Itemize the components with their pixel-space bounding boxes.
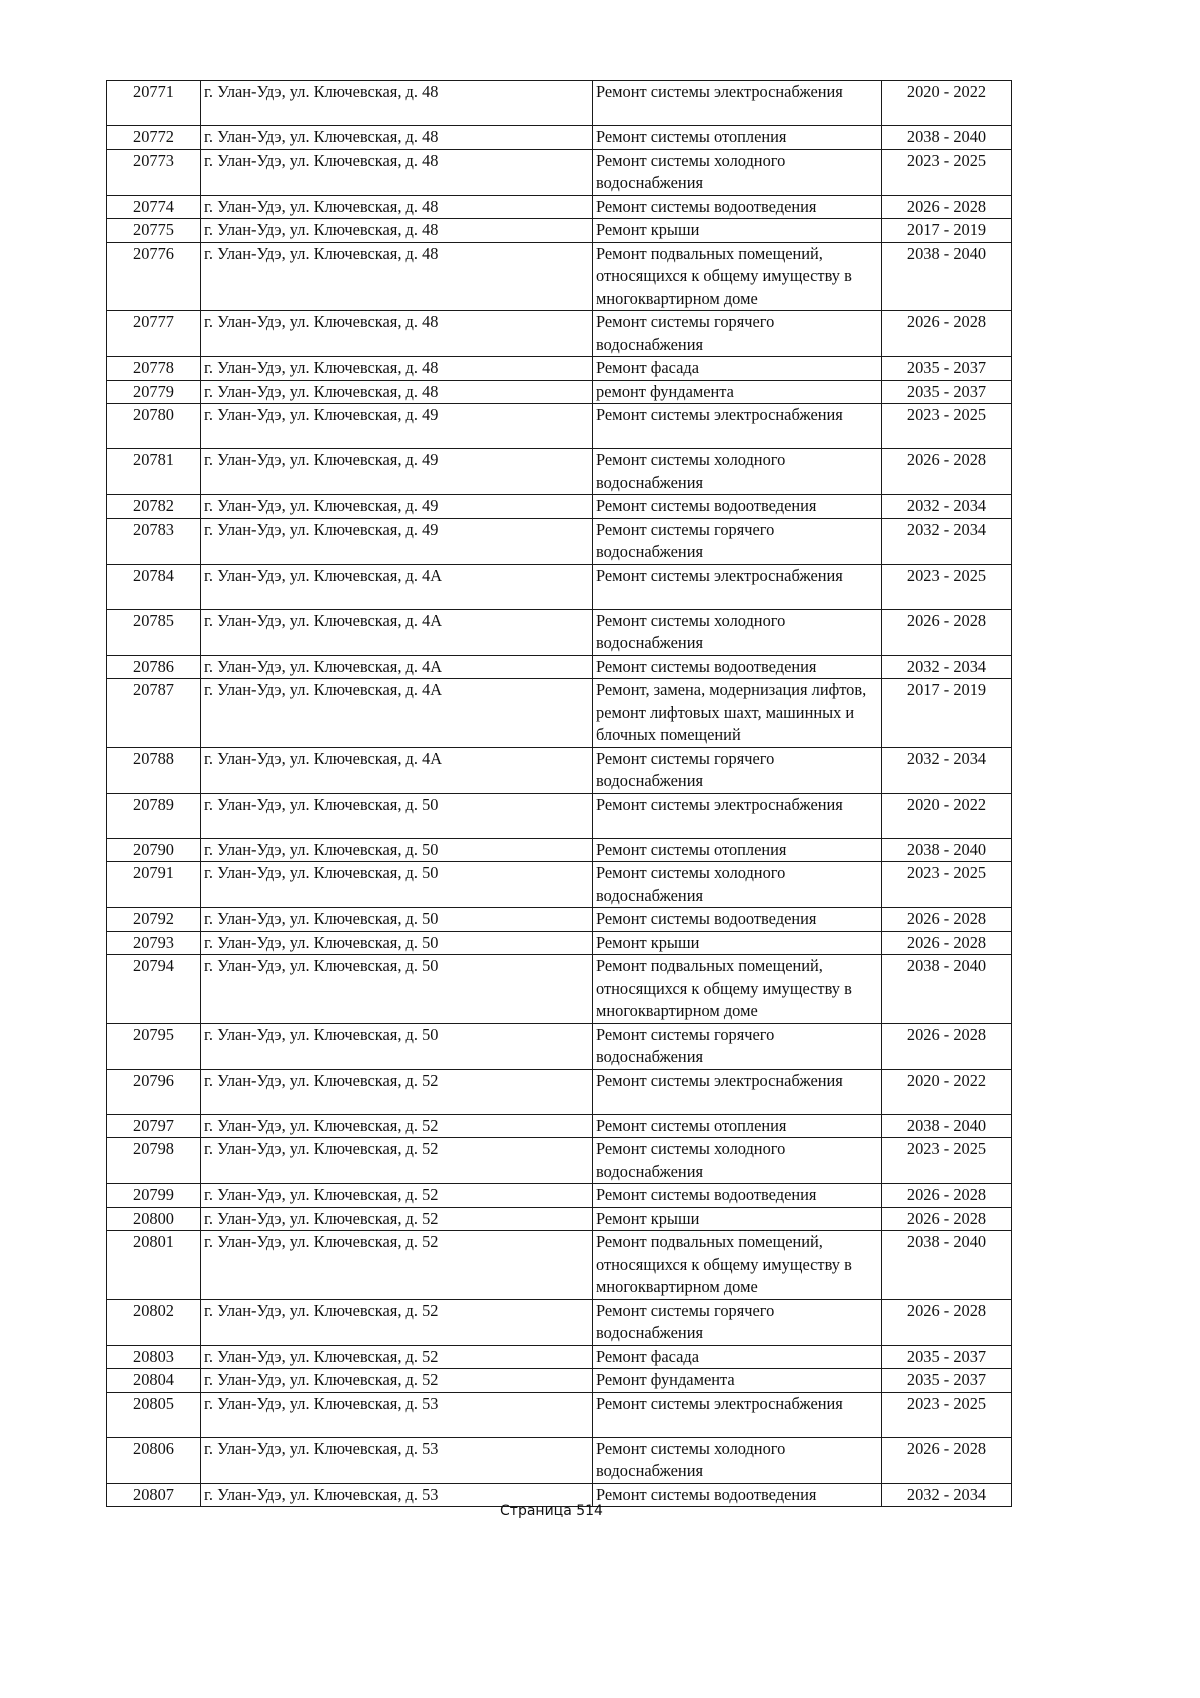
row-address: г. Улан-Удэ, ул. Ключевская, д. 52 xyxy=(201,1299,593,1345)
row-work-type: Ремонт системы горячего водоснабжения xyxy=(593,311,882,357)
row-address: г. Улан-Удэ, ул. Ключевская, д. 48 xyxy=(201,242,593,311)
row-period: 2026 - 2028 xyxy=(882,449,1012,495)
table-row xyxy=(107,955,1012,1024)
row-period: 2026 - 2028 xyxy=(882,1299,1012,1345)
table-row xyxy=(107,242,1012,311)
row-number: 20777 xyxy=(107,311,201,357)
row-work-type: Ремонт фундамента xyxy=(593,1369,882,1393)
row-work-type: Ремонт системы отопления xyxy=(593,838,882,862)
row-address: г. Улан-Удэ, ул. Ключевская, д. 50 xyxy=(201,931,593,955)
row-address: г. Улан-Удэ, ул. Ключевская, д. 52 xyxy=(201,1184,593,1208)
row-work-type: Ремонт системы водоотведения xyxy=(593,495,882,519)
row-work-type: Ремонт системы холодного водоснабжения xyxy=(593,449,882,495)
row-work-type: Ремонт системы электроснабжения xyxy=(593,564,882,609)
row-number: 20776 xyxy=(107,242,201,311)
table-row xyxy=(107,1299,1012,1345)
row-period: 2038 - 2040 xyxy=(882,242,1012,311)
row-number: 20788 xyxy=(107,747,201,793)
table-row xyxy=(107,1023,1012,1069)
row-address: г. Улан-Удэ, ул. Ключевская, д. 48 xyxy=(201,81,593,126)
row-address: г. Улан-Удэ, ул. Ключевская, д. 52 xyxy=(201,1231,593,1300)
table-row xyxy=(107,404,1012,449)
row-address: г. Улан-Удэ, ул. Ключевская, д. 50 xyxy=(201,955,593,1024)
row-period: 2038 - 2040 xyxy=(882,1231,1012,1300)
row-number: 20790 xyxy=(107,838,201,862)
row-work-type: Ремонт системы горячего водоснабжения xyxy=(593,747,882,793)
row-address: г. Улан-Удэ, ул. Ключевская, д. 49 xyxy=(201,404,593,449)
row-address: г. Улан-Удэ, ул. Ключевская, д. 50 xyxy=(201,1023,593,1069)
table-row xyxy=(107,793,1012,838)
row-number: 20798 xyxy=(107,1138,201,1184)
row-work-type: Ремонт фасада xyxy=(593,357,882,381)
table-row xyxy=(107,126,1012,150)
table-row xyxy=(107,655,1012,679)
row-work-type: ремонт фундамента xyxy=(593,380,882,404)
row-address: г. Улан-Удэ, ул. Ключевская, д. 52 xyxy=(201,1069,593,1114)
table-row xyxy=(107,862,1012,908)
row-address: г. Улан-Удэ, ул. Ключевская, д. 50 xyxy=(201,838,593,862)
row-number: 20772 xyxy=(107,126,201,150)
table-row xyxy=(107,311,1012,357)
row-period: 2038 - 2040 xyxy=(882,955,1012,1024)
row-number: 20787 xyxy=(107,679,201,748)
row-address: г. Улан-Удэ, ул. Ключевская, д. 50 xyxy=(201,793,593,838)
table-row xyxy=(107,1345,1012,1369)
table-row xyxy=(107,1069,1012,1114)
row-period: 2020 - 2022 xyxy=(882,1069,1012,1114)
row-work-type: Ремонт системы электроснабжения xyxy=(593,404,882,449)
table-row xyxy=(107,195,1012,219)
row-number: 20800 xyxy=(107,1207,201,1231)
row-number: 20795 xyxy=(107,1023,201,1069)
row-address: г. Улан-Удэ, ул. Ключевская, д. 4А xyxy=(201,564,593,609)
row-address: г. Улан-Удэ, ул. Ключевская, д. 52 xyxy=(201,1114,593,1138)
row-number: 20805 xyxy=(107,1392,201,1437)
row-work-type: Ремонт системы электроснабжения xyxy=(593,1069,882,1114)
row-number: 20797 xyxy=(107,1114,201,1138)
row-number: 20771 xyxy=(107,81,201,126)
row-number: 20806 xyxy=(107,1437,201,1483)
table-row xyxy=(107,1184,1012,1208)
row-number: 20779 xyxy=(107,380,201,404)
table-row xyxy=(107,609,1012,655)
row-period: 2026 - 2028 xyxy=(882,908,1012,932)
table-row xyxy=(107,1114,1012,1138)
row-work-type: Ремонт системы отопления xyxy=(593,126,882,150)
table-row xyxy=(107,1437,1012,1483)
row-period: 2038 - 2040 xyxy=(882,838,1012,862)
row-period: 2020 - 2022 xyxy=(882,81,1012,126)
row-period: 2035 - 2037 xyxy=(882,380,1012,404)
row-period: 2026 - 2028 xyxy=(882,1184,1012,1208)
row-period: 2026 - 2028 xyxy=(882,1207,1012,1231)
row-address: г. Улан-Удэ, ул. Ключевская, д. 48 xyxy=(201,311,593,357)
row-period: 2032 - 2034 xyxy=(882,518,1012,564)
table-row xyxy=(107,149,1012,195)
row-period: 2023 - 2025 xyxy=(882,149,1012,195)
table-row xyxy=(107,838,1012,862)
row-number: 20807 xyxy=(107,1483,201,1507)
row-work-type: Ремонт системы отопления xyxy=(593,1114,882,1138)
row-period: 2017 - 2019 xyxy=(882,679,1012,748)
row-period: 2032 - 2034 xyxy=(882,747,1012,793)
row-period: 2026 - 2028 xyxy=(882,1437,1012,1483)
table-row xyxy=(107,1369,1012,1393)
row-address: г. Улан-Удэ, ул. Ключевская, д. 4А xyxy=(201,655,593,679)
row-number: 20804 xyxy=(107,1369,201,1393)
row-work-type: Ремонт системы холодного водоснабжения xyxy=(593,149,882,195)
page-number: Страница 514 xyxy=(500,1503,603,1519)
table-row xyxy=(107,380,1012,404)
row-number: 20781 xyxy=(107,449,201,495)
row-work-type: Ремонт системы водоотведения xyxy=(593,908,882,932)
row-address: г. Улан-Удэ, ул. Ключевская, д. 52 xyxy=(201,1207,593,1231)
row-number: 20774 xyxy=(107,195,201,219)
row-address: г. Улан-Удэ, ул. Ключевская, д. 48 xyxy=(201,380,593,404)
table-row xyxy=(107,1392,1012,1437)
row-address: г. Улан-Удэ, ул. Ключевская, д. 4А xyxy=(201,609,593,655)
row-period: 2023 - 2025 xyxy=(882,1392,1012,1437)
row-address: г. Улан-Удэ, ул. Ключевская, д. 52 xyxy=(201,1138,593,1184)
row-work-type: Ремонт крыши xyxy=(593,219,882,243)
table-row xyxy=(107,449,1012,495)
row-period: 2023 - 2025 xyxy=(882,862,1012,908)
capital-repair-table xyxy=(106,80,1012,1507)
row-period: 2032 - 2034 xyxy=(882,495,1012,519)
row-work-type: Ремонт системы горячего водоснабжения xyxy=(593,518,882,564)
row-period: 2026 - 2028 xyxy=(882,311,1012,357)
row-period: 2023 - 2025 xyxy=(882,1138,1012,1184)
row-address: г. Улан-Удэ, ул. Ключевская, д. 53 xyxy=(201,1483,593,1507)
row-work-type: Ремонт системы холодного водоснабжения xyxy=(593,1138,882,1184)
row-address: г. Улан-Удэ, ул. Ключевская, д. 48 xyxy=(201,195,593,219)
row-period: 2032 - 2034 xyxy=(882,1483,1012,1507)
row-work-type: Ремонт системы водоотведения xyxy=(593,195,882,219)
row-work-type: Ремонт системы холодного водоснабжения xyxy=(593,1437,882,1483)
row-work-type: Ремонт системы холодного водоснабжения xyxy=(593,862,882,908)
row-period: 2026 - 2028 xyxy=(882,931,1012,955)
row-number: 20792 xyxy=(107,908,201,932)
row-number: 20773 xyxy=(107,149,201,195)
row-address: г. Улан-Удэ, ул. Ключевская, д. 48 xyxy=(201,126,593,150)
row-work-type: Ремонт крыши xyxy=(593,931,882,955)
row-address: г. Улан-Удэ, ул. Ключевская, д. 52 xyxy=(201,1345,593,1369)
row-number: 20789 xyxy=(107,793,201,838)
table-row xyxy=(107,495,1012,519)
row-number: 20803 xyxy=(107,1345,201,1369)
row-number: 20784 xyxy=(107,564,201,609)
row-address: г. Улан-Удэ, ул. Ключевская, д. 49 xyxy=(201,518,593,564)
row-period: 2017 - 2019 xyxy=(882,219,1012,243)
row-work-type: Ремонт подвальных помещений, относящихся к общему имуществу в многоквартирном доме xyxy=(593,242,882,311)
row-work-type: Ремонт системы электроснабжения xyxy=(593,793,882,838)
row-work-type: Ремонт подвальных помещений, относящихся к общему имуществу в многоквартирном доме xyxy=(593,955,882,1024)
row-address: г. Улан-Удэ, ул. Ключевская, д. 48 xyxy=(201,149,593,195)
row-work-type: Ремонт системы холодного водоснабжения xyxy=(593,609,882,655)
row-period: 2026 - 2028 xyxy=(882,609,1012,655)
row-number: 20796 xyxy=(107,1069,201,1114)
row-number: 20785 xyxy=(107,609,201,655)
table-row xyxy=(107,1138,1012,1184)
row-number: 20780 xyxy=(107,404,201,449)
row-number: 20791 xyxy=(107,862,201,908)
row-address: г. Улан-Удэ, ул. Ключевская, д. 4А xyxy=(201,747,593,793)
row-period: 2035 - 2037 xyxy=(882,1345,1012,1369)
table-row xyxy=(107,564,1012,609)
row-period: 2035 - 2037 xyxy=(882,357,1012,381)
row-number: 20801 xyxy=(107,1231,201,1300)
row-work-type: Ремонт системы водоотведения xyxy=(593,1483,882,1507)
row-address: г. Улан-Удэ, ул. Ключевская, д. 52 xyxy=(201,1369,593,1393)
row-number: 20782 xyxy=(107,495,201,519)
table-row xyxy=(107,1207,1012,1231)
table-row xyxy=(107,747,1012,793)
row-address: г. Улан-Удэ, ул. Ключевская, д. 48 xyxy=(201,357,593,381)
row-number: 20794 xyxy=(107,955,201,1024)
row-number: 20786 xyxy=(107,655,201,679)
row-period: 2020 - 2022 xyxy=(882,793,1012,838)
row-work-type: Ремонт подвальных помещений, относящихся к общему имуществу в многоквартирном доме xyxy=(593,1231,882,1300)
row-period: 2026 - 2028 xyxy=(882,1023,1012,1069)
row-address: г. Улан-Удэ, ул. Ключевская, д. 4А xyxy=(201,679,593,748)
row-number: 20799 xyxy=(107,1184,201,1208)
row-work-type: Ремонт системы водоотведения xyxy=(593,1184,882,1208)
row-address: г. Улан-Удэ, ул. Ключевская, д. 53 xyxy=(201,1437,593,1483)
row-number: 20793 xyxy=(107,931,201,955)
row-work-type: Ремонт системы электроснабжения xyxy=(593,81,882,126)
table-row xyxy=(107,357,1012,381)
row-work-type: Ремонт системы водоотведения xyxy=(593,655,882,679)
row-work-type: Ремонт системы электроснабжения xyxy=(593,1392,882,1437)
row-period: 2023 - 2025 xyxy=(882,404,1012,449)
table-row xyxy=(107,518,1012,564)
row-work-type: Ремонт системы горячего водоснабжения xyxy=(593,1299,882,1345)
row-work-type: Ремонт крыши xyxy=(593,1207,882,1231)
table-row xyxy=(107,908,1012,932)
row-address: г. Улан-Удэ, ул. Ключевская, д. 49 xyxy=(201,449,593,495)
row-number: 20783 xyxy=(107,518,201,564)
row-work-type: Ремонт, замена, модернизация лифтов, ремонт лифтовых шахт, машинных и блочных помещений xyxy=(593,679,882,748)
row-number: 20775 xyxy=(107,219,201,243)
row-work-type: Ремонт фасада xyxy=(593,1345,882,1369)
row-period: 2026 - 2028 xyxy=(882,195,1012,219)
row-address: г. Улан-Удэ, ул. Ключевская, д. 50 xyxy=(201,908,593,932)
row-period: 2035 - 2037 xyxy=(882,1369,1012,1393)
row-period: 2038 - 2040 xyxy=(882,126,1012,150)
row-period: 2032 - 2034 xyxy=(882,655,1012,679)
table-row xyxy=(107,931,1012,955)
row-address: г. Улан-Удэ, ул. Ключевская, д. 48 xyxy=(201,219,593,243)
row-address: г. Улан-Удэ, ул. Ключевская, д. 53 xyxy=(201,1392,593,1437)
row-address: г. Улан-Удэ, ул. Ключевская, д. 49 xyxy=(201,495,593,519)
row-number: 20778 xyxy=(107,357,201,381)
row-work-type: Ремонт системы горячего водоснабжения xyxy=(593,1023,882,1069)
row-number: 20802 xyxy=(107,1299,201,1345)
table-row xyxy=(107,81,1012,126)
row-period: 2038 - 2040 xyxy=(882,1114,1012,1138)
table-row xyxy=(107,219,1012,243)
table-row xyxy=(107,679,1012,748)
row-period: 2023 - 2025 xyxy=(882,564,1012,609)
row-address: г. Улан-Удэ, ул. Ключевская, д. 50 xyxy=(201,862,593,908)
table-row xyxy=(107,1231,1012,1300)
